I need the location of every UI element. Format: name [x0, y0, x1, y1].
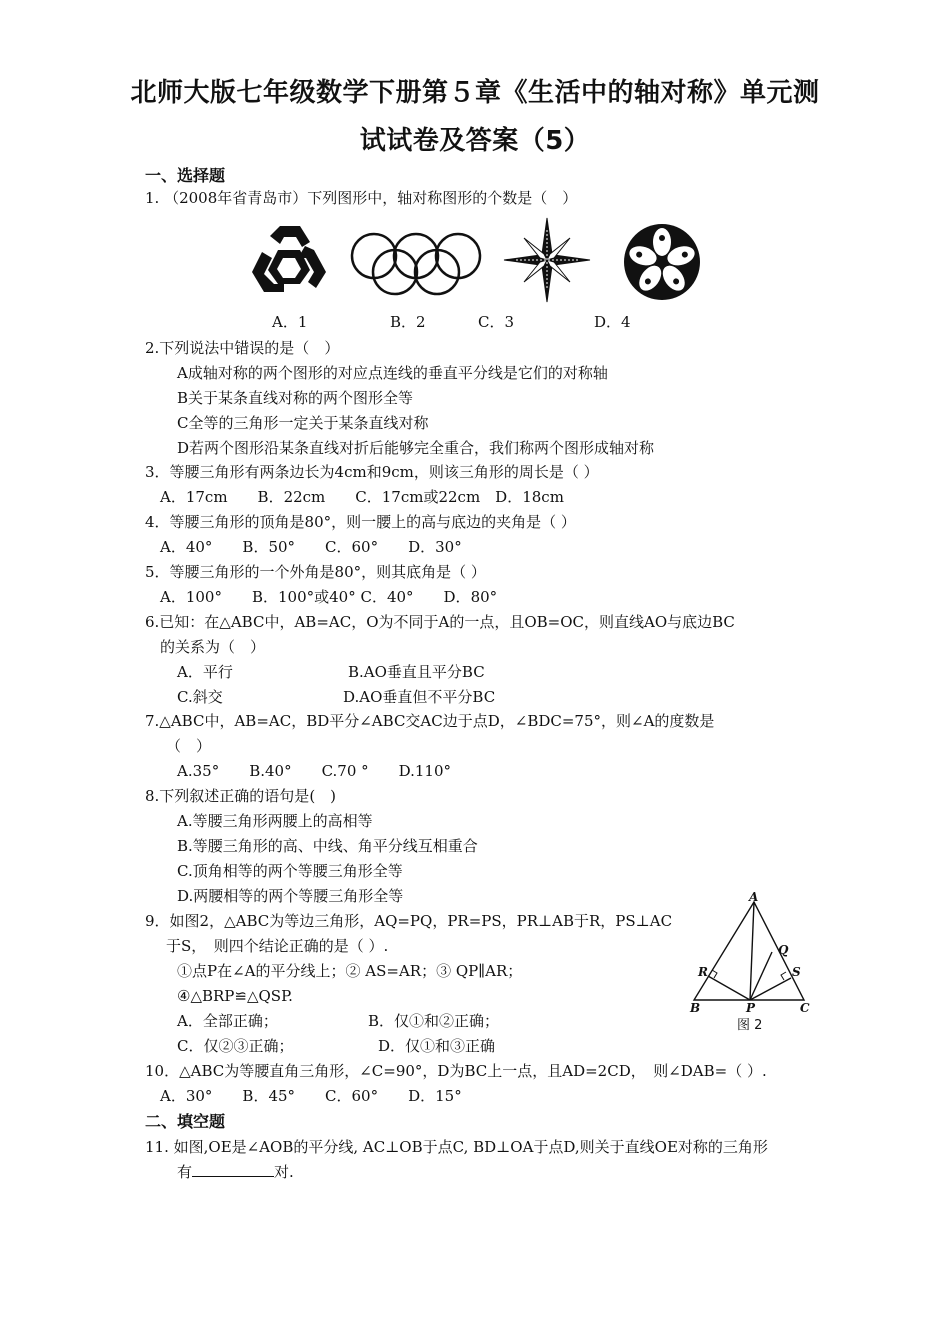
fig-label-b: B [690, 1001, 701, 1015]
answer-blank[interactable] [192, 1162, 274, 1177]
q2-text: 2.下列说法中错误的是（ ） [145, 339, 340, 357]
q9-text-line-3: ①点P在∠A的平分线上；② AS=AR；③ QP∥AR； [177, 962, 523, 980]
q1-text: 1. （2008年省青岛市）下列图形中，轴对称图形的个数是（ ） [145, 189, 578, 207]
q9-text-line-2: 于S， 则四个结论正确的是（ ）. [166, 937, 389, 955]
q11-text-line-2 [177, 1162, 294, 1182]
q10-text: 10．△ABC为等腰直角三角形，∠C=90°，D为BC上一点，且AD=2CD， 则∠DAB=（ ）. [145, 1062, 767, 1080]
recycle-icon [250, 222, 328, 294]
olympic-rings-icon [348, 228, 484, 298]
fig-label-q: Q [778, 943, 789, 957]
figure-caption: 图 2 [737, 1018, 763, 1033]
fig-label-r: R [698, 965, 708, 979]
q3-options: A．17cm B．22cm C．17cm或22cm D．18cm [160, 488, 564, 506]
q4-options: A．40° B．50° C．60° D．30° [160, 538, 462, 556]
q9-text-line-4: ④△BRP≌△QSP. [177, 987, 293, 1005]
q11-text-suffix: 对. [274, 1163, 294, 1181]
q8-option-b: B.等腰三角形的高、中线、角平分线互相重合 [177, 837, 478, 855]
q9-option-b: B．仅①和②正确； [368, 1012, 500, 1030]
q10-options: A．30° B．45° C．60° D．15° [160, 1087, 462, 1105]
compass-star-icon [502, 216, 592, 304]
q6-option-b: B.AO垂直且平分BC [348, 663, 485, 681]
q8-text: 8.下列叙述正确的语句是( ) [145, 787, 337, 805]
q1-option-c: C．3 [478, 313, 515, 331]
q6-text-line-1: 6.已知：在△ABC中，AB=AC，O为不同于A的一点，且OB=OC，则直线AO与底边BC [145, 613, 735, 631]
q9-option-a: A．全部正确； [177, 1012, 278, 1030]
page-title-line-2: 试试卷及答案（5） [359, 126, 591, 156]
q8-option-a: A.等腰三角形两腰上的高相等 [177, 812, 373, 830]
fig-label-c: C [800, 1001, 810, 1015]
q2-option-b: B关于某条直线对称的两个图形全等 [177, 389, 414, 407]
fig-label-s: S [792, 965, 801, 979]
q4-text: 4．等腰三角形的顶角是80°，则一腰上的高与底边的夹角是（ ） [145, 513, 576, 531]
q7-options: A.35° B.40° C.70 ° D.110° [177, 762, 452, 780]
q9-option-c: C．仅②③正确； [177, 1037, 294, 1055]
triangle-figure [686, 892, 814, 1016]
q6-option-a: A．平行 [177, 663, 233, 681]
q9-text-line-1: 9．如图2，△ABC为等边三角形，AQ=PQ，PR=PS，PR⊥AB于R，PS⊥AC [145, 912, 673, 930]
fig-label-a: A [749, 892, 759, 904]
q5-options: A．100° B．100°或40° C．40° D．80° [160, 588, 498, 606]
q5-text: 5．等腰三角形的一个外角是80°，则其底角是（ ） [145, 563, 486, 581]
q11-text-prefix: 有 [177, 1163, 193, 1181]
section-fill: 二、填空题 [145, 1112, 226, 1131]
q7-text-line-1: 7.△ABC中，AB=AC，BD平分∠ABC交AC边于点D，∠BDC=75°，则∠A的度数是 [145, 712, 715, 730]
q8-option-d: D.两腰相等的两个等腰三角形全等 [177, 887, 404, 905]
page-title-line-1: 北师大版七年级数学下册第５章《生活中的轴对称》单元测 [130, 78, 820, 108]
q1-option-d: D．4 [594, 313, 631, 331]
flower-circle-icon [622, 222, 702, 302]
section-choice: 一、选择题 [145, 166, 226, 185]
q1-option-b: B．2 [390, 313, 426, 331]
q6-text-line-2: 的关系为（ ） [160, 638, 266, 656]
q2-option-c: C全等的三角形一定关于某条直线对称 [177, 414, 429, 432]
q8-option-c: C.顶角相等的两个等腰三角形全等 [177, 862, 403, 880]
q9-option-d: D．仅①和③正确 [378, 1037, 496, 1055]
q6-option-c: C.斜交 [177, 688, 223, 706]
q7-text-line-2: （ ） [166, 737, 212, 755]
q11-text-line-1: 11. 如图,OE是∠AOB的平分线, AC⊥OB于点C, BD⊥OA于点D,则关于直线OE对称的三角形 [145, 1138, 768, 1156]
q1-option-a: A．1 [272, 313, 308, 331]
q3-text: 3．等腰三角形有两条边长为4cm和9cm，则该三角形的周长是（ ） [145, 463, 599, 481]
q6-option-d: D.AO垂直但不平分BC [343, 688, 496, 706]
fig-label-p: P [746, 1001, 756, 1015]
q2-option-d: D若两个图形沿某条直线对折后能够完全重合，我们称两个图形成轴对称 [177, 439, 655, 457]
q2-option-a: A成轴对称的两个图形的对应点连线的垂直平分线是它们的对称轴 [177, 364, 608, 382]
